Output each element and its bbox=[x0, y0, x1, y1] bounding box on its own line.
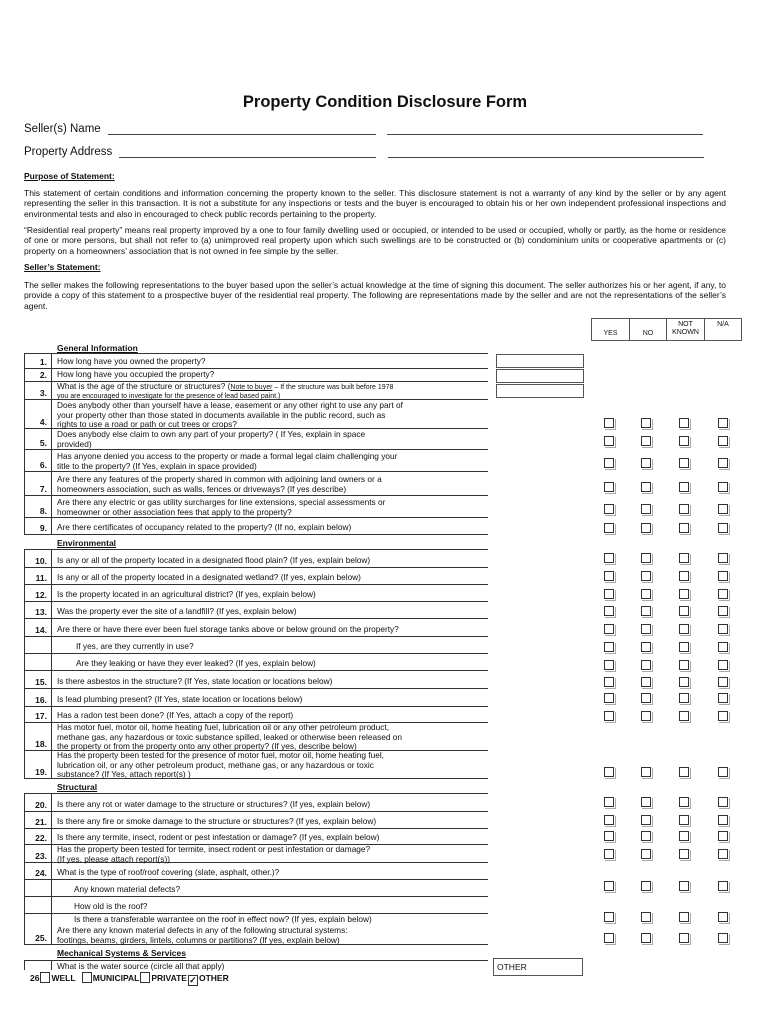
question-2: 2. How long have you occupied the property? bbox=[24, 369, 488, 382]
checkbox-not-known[interactable] bbox=[679, 933, 689, 943]
section-environmental: Environmental bbox=[57, 538, 117, 548]
question-9: 9. Are there certificates of occupancy related to the property? (If no, explain below) bbox=[24, 518, 488, 535]
checkbox-yes[interactable] bbox=[604, 797, 614, 807]
question-3: 3. What is the age of the structure or structures? (Note to buyer – If the structure was built before 1978 you are encouraged to investigate for the presence of lead based paint.) bbox=[24, 382, 488, 400]
checkbox-not-known[interactable] bbox=[679, 767, 689, 777]
checkbox-no[interactable] bbox=[641, 933, 651, 943]
checkbox-na[interactable] bbox=[718, 881, 728, 891]
question-26-number: 26 bbox=[30, 973, 40, 983]
question-1: 1. How long have you owned the property? bbox=[24, 353, 488, 369]
checkbox-na[interactable] bbox=[718, 642, 728, 652]
col-yes: YES bbox=[591, 318, 630, 341]
question-4: 4. Does anybody other than yourself have a lease, easement or any other right to use any part of your property other than those stated in documents available in the public record, such as rights to use a road or path or cut trees or crops? bbox=[24, 400, 488, 429]
checkbox-yes[interactable] bbox=[604, 693, 614, 703]
checkbox-yes[interactable] bbox=[604, 642, 614, 652]
checkbox-no[interactable] bbox=[641, 571, 651, 581]
question-21: 21. Is there any fire or smoke damage to the structure or structures? (If yes, explain below) bbox=[24, 812, 488, 829]
purpose-heading: Purpose of Statement: bbox=[24, 171, 115, 181]
question-18: 18. Has motor fuel, motor oil, home heating fuel, lubrication oil or any other petroleum product, methane gas, any hazardous or toxic substance spilled, leaked or otherwise been released on the property or from the property onto any other property? (If yes, describe below) bbox=[24, 723, 488, 751]
checkbox-not-known[interactable] bbox=[679, 458, 689, 468]
checkbox-yes[interactable] bbox=[604, 912, 614, 922]
checkbox-na[interactable] bbox=[718, 504, 728, 514]
checkbox-na[interactable] bbox=[718, 418, 728, 428]
checkbox-not-known[interactable] bbox=[679, 660, 689, 670]
checkbox-yes[interactable] bbox=[604, 458, 614, 468]
checkbox-no[interactable] bbox=[641, 642, 651, 652]
checkbox-na[interactable] bbox=[718, 711, 728, 721]
question-14a: If yes, are they currently in use? bbox=[24, 637, 488, 654]
checkbox-yes[interactable] bbox=[604, 606, 614, 616]
checkbox-not-known[interactable] bbox=[679, 523, 689, 533]
question-24a: Any known material defects? bbox=[24, 880, 488, 897]
checkbox-no[interactable] bbox=[641, 849, 651, 859]
checkbox-not-known[interactable] bbox=[679, 606, 689, 616]
well-label: WELL bbox=[51, 973, 76, 983]
question-10: 10. Is any or all of the property located in a designated flood plain? (If yes, explain below) bbox=[24, 549, 488, 568]
question-20: 20. Is there any rot or water damage to the structure or structures? (If yes, explain below) bbox=[24, 793, 488, 812]
seller-statement-heading: Seller’s Statement: bbox=[24, 262, 101, 272]
page-title: Property Condition Disclosure Form bbox=[242, 93, 528, 111]
checkbox-not-known[interactable] bbox=[679, 831, 689, 841]
property-address-field[interactable] bbox=[24, 146, 704, 158]
municipal-checkbox[interactable] bbox=[82, 972, 92, 983]
question-8: 8. Are there any electric or gas utility surcharges for line extensions, special assessments or homeowner or other association fees that apply to the property? bbox=[24, 496, 488, 518]
checkbox-yes[interactable] bbox=[604, 523, 614, 533]
col-na: N/A bbox=[704, 318, 742, 341]
checkbox-no[interactable] bbox=[641, 458, 651, 468]
checkbox-not-known[interactable] bbox=[679, 912, 689, 922]
question-23: 23. Has the property been tested for termite, insect rodent or pest infestation or damage? (If yes, please attach report(s)) bbox=[24, 845, 488, 863]
question-5: 5. Does anybody else claim to own any part of your property? ( If Yes, explain in space provided) bbox=[24, 429, 488, 450]
checkbox-not-known[interactable] bbox=[679, 418, 689, 428]
checkbox-no[interactable] bbox=[641, 660, 651, 670]
checkbox-na[interactable] bbox=[718, 849, 728, 859]
checkbox-no[interactable] bbox=[641, 677, 651, 687]
checkbox-na[interactable] bbox=[718, 933, 728, 943]
checkbox-yes[interactable] bbox=[604, 933, 614, 943]
checkbox-na[interactable] bbox=[718, 436, 728, 446]
checkbox-no[interactable] bbox=[641, 436, 651, 446]
question-22: 22. Is there any termite, insect, rodent or pest infestation or damage? (If yes, explain below) bbox=[24, 829, 488, 845]
other-label: OTHER bbox=[198, 973, 229, 983]
checkbox-na[interactable] bbox=[718, 693, 728, 703]
checkbox-not-known[interactable] bbox=[679, 815, 689, 825]
question-11: 11. Is any or all of the property located in a designated wetland? (If yes, explain below) bbox=[24, 568, 488, 585]
answer-field-3[interactable] bbox=[496, 384, 584, 398]
checkbox-na[interactable] bbox=[718, 553, 728, 563]
well-checkbox[interactable] bbox=[40, 972, 50, 983]
checkbox-not-known[interactable] bbox=[679, 693, 689, 703]
question-6: 6. Has anyone denied you access to the property or made a formal legal claim challenging your title to the property? (If Yes, explain in space provided) bbox=[24, 450, 488, 472]
checkbox-na[interactable] bbox=[718, 458, 728, 468]
checkbox-no[interactable] bbox=[641, 553, 651, 563]
checkbox-not-known[interactable] bbox=[679, 711, 689, 721]
checkbox-yes[interactable] bbox=[604, 849, 614, 859]
seller-statement-paragraph: The seller makes the following representations to the buyer based upon the seller’s actual knowledge at the time of signing this document. The seller authorizes his or her agent, if any, to provide a copy of this statement to a prospective buyer of the residential real property. The following are representations made by the seller and are not the representations of the seller’s agent. bbox=[24, 280, 726, 311]
checkbox-yes[interactable] bbox=[604, 660, 614, 670]
checkbox-no[interactable] bbox=[641, 881, 651, 891]
checkbox-na[interactable] bbox=[718, 482, 728, 492]
checkbox-no[interactable] bbox=[641, 797, 651, 807]
checkbox-yes[interactable] bbox=[604, 624, 614, 634]
question-16: 16. Is lead plumbing present? (If Yes, state location or locations below) bbox=[24, 689, 488, 707]
checkbox-na[interactable] bbox=[718, 589, 728, 599]
answer-field-2[interactable] bbox=[496, 369, 584, 383]
checkbox-na[interactable] bbox=[718, 624, 728, 634]
question-26: What is the water source (circle all that apply) bbox=[24, 960, 488, 970]
checkbox-yes[interactable] bbox=[604, 767, 614, 777]
checkbox-not-known[interactable] bbox=[679, 571, 689, 581]
checkbox-not-known[interactable] bbox=[679, 589, 689, 599]
purpose-paragraph-2: “Residential real property” means real property improved by a one to four family dwelling used or occupied, or intended to be used or occupied, wholly or partly, as the home or residence of one or more persons, but shall not refer to (a) unimproved real property upon which such swellings are to be constructed or (b) condominium units or cooperative apartments or (c) property on a homeowners’ association that is not owned in fee simple by the seller. bbox=[24, 225, 726, 256]
checkbox-no[interactable] bbox=[641, 482, 651, 492]
water-source-options bbox=[30, 972, 229, 986]
checkbox-not-known[interactable] bbox=[679, 849, 689, 859]
checkbox-yes[interactable] bbox=[604, 436, 614, 446]
checkbox-yes[interactable] bbox=[604, 571, 614, 581]
seller-name-label: Seller(s) Name bbox=[24, 123, 101, 135]
checkbox-no[interactable] bbox=[641, 418, 651, 428]
checkbox-na[interactable] bbox=[718, 815, 728, 825]
checkbox-yes[interactable] bbox=[604, 677, 614, 687]
checkbox-na[interactable] bbox=[718, 831, 728, 841]
checkbox-not-known[interactable] bbox=[679, 504, 689, 514]
checkbox-yes[interactable] bbox=[604, 815, 614, 825]
section-general-information: General Information bbox=[57, 343, 138, 353]
col-not-known: NOT KNOWN bbox=[666, 318, 705, 341]
checkbox-not-known[interactable] bbox=[679, 436, 689, 446]
private-checkbox[interactable] bbox=[140, 972, 150, 983]
question-14b: Are they leaking or have they ever leaked? (If yes, explain below) bbox=[24, 654, 488, 671]
question-13: 13. Was the property ever the site of a landfill? (If yes, explain below) bbox=[24, 602, 488, 619]
checkbox-na[interactable] bbox=[718, 571, 728, 581]
checkbox-not-known[interactable] bbox=[679, 797, 689, 807]
checkbox-yes[interactable] bbox=[604, 831, 614, 841]
checkbox-not-known[interactable] bbox=[679, 642, 689, 652]
checkbox-na[interactable] bbox=[718, 797, 728, 807]
checkbox-yes[interactable] bbox=[604, 881, 614, 891]
question-24: 24. What is the type of roof/roof covering (slate, asphalt, other.)? bbox=[24, 863, 488, 880]
section-mechanical: Mechanical Systems & Services bbox=[57, 948, 186, 958]
municipal-label: MUNICIPAL bbox=[92, 973, 140, 983]
checkbox-no[interactable] bbox=[641, 767, 651, 777]
seller-name-field[interactable] bbox=[24, 123, 703, 135]
question-24b: How old is the roof? bbox=[24, 897, 488, 914]
checkbox-yes[interactable] bbox=[604, 711, 614, 721]
checkbox-yes[interactable] bbox=[604, 504, 614, 514]
question-19: 19. Has the property been tested for the presence of motor fuel, motor oil, home heating fuel, lubrication oil, or any other petroleum product, methane gas, or any hazardous or toxic substance? (If Yes, attach report(s) ) bbox=[24, 751, 488, 779]
checkbox-no[interactable] bbox=[641, 815, 651, 825]
checkbox-no[interactable] bbox=[641, 693, 651, 703]
question-24c: Is there a transferable warrantee on the roof in effect now? (If yes, explain below) bbox=[24, 914, 488, 926]
checkbox-not-known[interactable] bbox=[679, 624, 689, 634]
checkbox-yes[interactable] bbox=[604, 418, 614, 428]
checkbox-no[interactable] bbox=[641, 504, 651, 514]
property-address-label: Property Address bbox=[24, 146, 113, 158]
checkbox-not-known[interactable] bbox=[679, 677, 689, 687]
checkbox-no[interactable] bbox=[641, 624, 651, 634]
checkbox-not-known[interactable] bbox=[679, 482, 689, 492]
water-source-other-field[interactable]: OTHER bbox=[493, 958, 583, 976]
checkbox-no[interactable] bbox=[641, 589, 651, 599]
question-25: 25. Are there any known material defects in any of the following structural systems: footings, beams, girders, lintels, columns or partitions? (If yes, explain below) bbox=[24, 926, 488, 945]
checkbox-na[interactable] bbox=[718, 912, 728, 922]
checkbox-no[interactable] bbox=[641, 831, 651, 841]
private-label: PRIVATE bbox=[151, 973, 187, 983]
checkbox-no[interactable] bbox=[641, 912, 651, 922]
col-no: NO bbox=[629, 318, 667, 341]
question-7: 7. Are there any features of the property shared in common with adjoining land owners or a homeowners association, such as walls, fences or driveways? (If yes describe) bbox=[24, 472, 488, 496]
checkbox-yes[interactable] bbox=[604, 553, 614, 563]
purpose-paragraph-1: This statement of certain conditions and information concerning the property known to the seller. This disclosure statement is not a warranty of any kind by the seller or by any agent representing the seller in this transaction. It is not a substitute for any inspections or tests and the buyer is encouraged to obtain his or her own independent professional inspections and environmental tests and also in encouraged to check public records pertaining to the property. bbox=[24, 188, 726, 219]
question-17: 17. Has a radon test been done? (If Yes, attach a copy of the report) bbox=[24, 707, 488, 723]
checkbox-na[interactable] bbox=[718, 606, 728, 616]
checkbox-na[interactable] bbox=[718, 677, 728, 687]
checkbox-yes[interactable] bbox=[604, 482, 614, 492]
section-structural: Structural bbox=[57, 782, 98, 792]
other-checkbox[interactable]: ✓ bbox=[189, 975, 197, 985]
checkbox-not-known[interactable] bbox=[679, 881, 689, 891]
checkbox-no[interactable] bbox=[641, 606, 651, 616]
question-14: 14. Are there or have there ever been fuel storage tanks above or below ground on the property? bbox=[24, 619, 488, 637]
checkbox-na[interactable] bbox=[718, 523, 728, 533]
checkbox-not-known[interactable] bbox=[679, 553, 689, 563]
question-15: 15. Is there asbestos in the structure? (If Yes, state location or locations below) bbox=[24, 671, 488, 689]
question-12: 12. Is the property located in an agricultural district? (If yes, explain below) bbox=[24, 585, 488, 602]
answer-field-1[interactable] bbox=[496, 354, 584, 368]
checkbox-no[interactable] bbox=[641, 711, 651, 721]
checkbox-no[interactable] bbox=[641, 523, 651, 533]
checkbox-yes[interactable] bbox=[604, 589, 614, 599]
checkbox-na[interactable] bbox=[718, 767, 728, 777]
checkbox-na[interactable] bbox=[718, 660, 728, 670]
